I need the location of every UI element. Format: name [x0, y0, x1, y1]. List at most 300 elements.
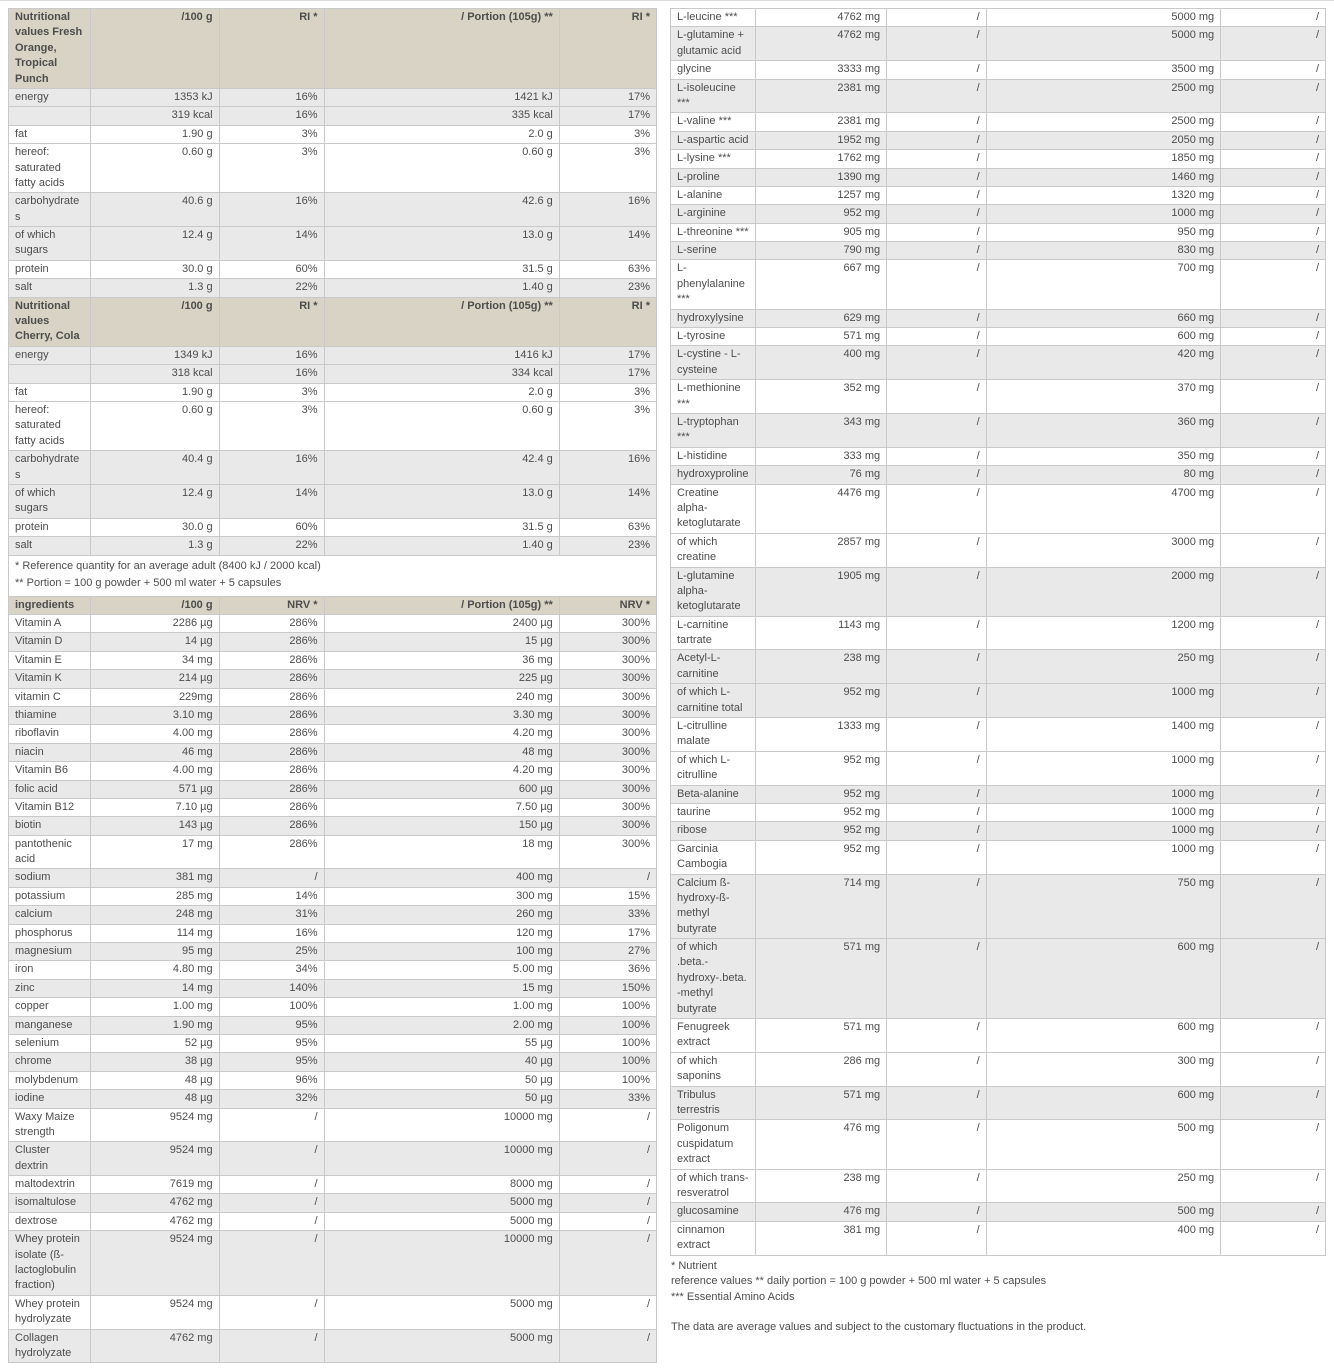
row-label: cinnamon extract: [671, 1221, 756, 1255]
value-per-100g: 1.90 mg: [90, 1016, 219, 1034]
reference-percent-portion: /: [1221, 939, 1326, 1019]
value-per-100g: 381 mg: [756, 1221, 887, 1255]
reference-percent-100g: 3%: [219, 144, 324, 193]
reference-percent-portion: 14%: [559, 484, 656, 518]
reference-percent-portion: /: [559, 1329, 656, 1363]
value-per-portion: 0.60 g: [324, 401, 559, 450]
row-label: of which L-citrulline: [671, 751, 756, 785]
value-per-100g: 48 µg: [90, 1090, 219, 1108]
reference-percent-portion: 17%: [559, 346, 656, 364]
column-header: / Portion (105g) **: [324, 297, 559, 346]
value-per-100g: 3333 mg: [756, 61, 887, 79]
row-label: of which .beta.-hydroxy-.beta.-methyl butyrate: [671, 939, 756, 1019]
table-row: [671, 1086, 1326, 1120]
row-label: Whey protein isolate (ß-lactoglobulin fraction): [9, 1231, 91, 1296]
row-label: salt: [9, 279, 91, 297]
reference-percent-100g: /: [887, 803, 987, 821]
row-label: salt: [9, 537, 91, 555]
reference-percent-portion: 300%: [559, 651, 656, 669]
reference-percent-100g: 3%: [219, 383, 324, 401]
value-per-100g: 2381 mg: [756, 113, 887, 131]
row-label: of which saponins: [671, 1052, 756, 1086]
reference-percent-100g: /: [887, 223, 987, 241]
value-per-portion: 1000 mg: [986, 785, 1220, 803]
column-header: /100 g: [90, 596, 219, 614]
reference-percent-portion: 300%: [559, 633, 656, 651]
reference-percent-portion: /: [1221, 168, 1326, 186]
reference-percent-portion: 16%: [559, 193, 656, 227]
value-per-portion: 260 mg: [324, 906, 559, 924]
reference-percent-portion: /: [1221, 309, 1326, 327]
value-per-100g: 1390 mg: [756, 168, 887, 186]
row-label: hydroxyproline: [671, 466, 756, 484]
table-title: Nutritional values Fresh Orange, Tropical Punch: [9, 9, 91, 89]
value-per-portion: 55 µg: [324, 1034, 559, 1052]
table-row: [9, 688, 657, 706]
table-row: [9, 144, 657, 193]
reference-percent-portion: /: [1221, 1120, 1326, 1169]
reference-percent-100g: 16%: [219, 346, 324, 364]
row-label: Beta-alanine: [671, 785, 756, 803]
row-label: iron: [9, 961, 91, 979]
table-row: [9, 780, 657, 798]
reference-percent-portion: /: [559, 1194, 656, 1212]
table-row: [9, 725, 657, 743]
reference-percent-portion: /: [1221, 9, 1326, 27]
row-label: L-methionine ***: [671, 380, 756, 414]
reference-percent-portion: /: [1221, 840, 1326, 874]
row-label: L-alanine: [671, 186, 756, 204]
footnote-nutrient: * Nutrient: [671, 1259, 717, 1272]
table-row: [9, 1090, 657, 1108]
reference-percent-100g: /: [887, 447, 987, 465]
reference-percent-100g: /: [887, 1221, 987, 1255]
reference-percent-portion: 23%: [559, 537, 656, 555]
value-per-portion: 10000 mg: [324, 1108, 559, 1142]
reference-percent-100g: 286%: [219, 706, 324, 724]
value-per-portion: 500 mg: [986, 1203, 1220, 1221]
value-per-100g: 238 mg: [756, 1169, 887, 1203]
reference-percent-portion: 3%: [559, 401, 656, 450]
table-row: [671, 1052, 1326, 1086]
table-header-row: [9, 596, 657, 614]
row-label: L-glutamine alpha-ketoglutarate: [671, 567, 756, 616]
reference-percent-100g: /: [887, 1203, 987, 1221]
value-per-portion: 1416 kJ: [324, 346, 559, 364]
value-per-portion: 31.5 g: [324, 518, 559, 536]
reference-percent-100g: 286%: [219, 688, 324, 706]
table-row: [9, 1295, 657, 1329]
value-per-portion: 2500 mg: [986, 113, 1220, 131]
value-per-100g: 9524 mg: [90, 1142, 219, 1176]
value-per-100g: 1.90 g: [90, 125, 219, 143]
value-per-100g: 285 mg: [90, 887, 219, 905]
table-row: [671, 751, 1326, 785]
value-per-100g: 4.80 mg: [90, 961, 219, 979]
value-per-portion: 400 mg: [986, 1221, 1220, 1255]
row-label: Vitamin B6: [9, 762, 91, 780]
reference-percent-100g: /: [887, 1169, 987, 1203]
value-per-100g: 3.10 mg: [90, 706, 219, 724]
row-label: dextrose: [9, 1212, 91, 1230]
reference-percent-portion: /: [1221, 131, 1326, 149]
table-footnote-cell: [9, 555, 657, 596]
value-per-100g: 12.4 g: [90, 227, 219, 261]
row-label: Tribulus terrestris: [671, 1086, 756, 1120]
reference-percent-portion: /: [559, 1295, 656, 1329]
row-label: Cluster dextrin: [9, 1142, 91, 1176]
reference-percent-portion: /: [559, 1176, 656, 1194]
value-per-100g: 1.90 g: [90, 383, 219, 401]
value-per-100g: 17 mg: [90, 835, 219, 869]
row-label: Calcium ß-hydroxy-ß-methyl butyrate: [671, 874, 756, 939]
value-per-portion: 600 mg: [986, 939, 1220, 1019]
row-label: biotin: [9, 817, 91, 835]
reference-percent-portion: 300%: [559, 762, 656, 780]
reference-percent-portion: 100%: [559, 998, 656, 1016]
value-per-100g: 4.00 mg: [90, 725, 219, 743]
reference-percent-100g: /: [887, 61, 987, 79]
row-label: taurine: [671, 803, 756, 821]
value-per-100g: 319 kcal: [90, 107, 219, 125]
reference-percent-portion: 33%: [559, 906, 656, 924]
row-label: of which sugars: [9, 227, 91, 261]
value-per-portion: 600 µg: [324, 780, 559, 798]
reference-percent-100g: /: [887, 1120, 987, 1169]
table-row: [671, 27, 1326, 61]
table-row: [9, 906, 657, 924]
table-row: [9, 798, 657, 816]
value-per-portion: 5000 mg: [324, 1212, 559, 1230]
reference-percent-100g: /: [887, 328, 987, 346]
value-per-portion: 7.50 µg: [324, 798, 559, 816]
value-per-portion: 80 mg: [986, 466, 1220, 484]
value-per-portion: 50 µg: [324, 1071, 559, 1089]
reference-percent-100g: /: [219, 869, 324, 887]
reference-percent-portion: 100%: [559, 1016, 656, 1034]
row-label: protein: [9, 260, 91, 278]
value-per-portion: 1400 mg: [986, 718, 1220, 752]
value-per-100g: 4762 mg: [756, 27, 887, 61]
row-label: potassium: [9, 887, 91, 905]
value-per-portion: 10000 mg: [324, 1142, 559, 1176]
value-per-100g: 1143 mg: [756, 616, 887, 650]
value-per-portion: 50 µg: [324, 1090, 559, 1108]
column-header: / Portion (105g) **: [324, 596, 559, 614]
row-label: hereof: saturated fatty acids: [9, 144, 91, 193]
value-per-portion: 120 mg: [324, 924, 559, 942]
value-per-portion: 1000 mg: [986, 751, 1220, 785]
value-per-100g: 629 mg: [756, 309, 887, 327]
nutrition-table-right: [670, 8, 1326, 1256]
value-per-portion: 1.00 mg: [324, 998, 559, 1016]
value-per-100g: 2381 mg: [756, 79, 887, 113]
value-per-portion: 250 mg: [986, 650, 1220, 684]
value-per-portion: 240 mg: [324, 688, 559, 706]
value-per-100g: 95 mg: [90, 943, 219, 961]
value-per-portion: 1.40 g: [324, 279, 559, 297]
reference-percent-100g: /: [219, 1142, 324, 1176]
table-row: [671, 466, 1326, 484]
reference-percent-100g: 34%: [219, 961, 324, 979]
value-per-portion: 500 mg: [986, 1120, 1220, 1169]
value-per-100g: 248 mg: [90, 906, 219, 924]
reference-percent-portion: /: [1221, 718, 1326, 752]
table-row: [9, 1194, 657, 1212]
value-per-portion: 1200 mg: [986, 616, 1220, 650]
reference-percent-100g: 96%: [219, 1071, 324, 1089]
table-row: [9, 998, 657, 1016]
row-label: pantothenic acid: [9, 835, 91, 869]
table-row: [671, 650, 1326, 684]
value-per-100g: 571 mg: [756, 939, 887, 1019]
table-row: [9, 1231, 657, 1296]
table-row: [9, 762, 657, 780]
table-row: [9, 518, 657, 536]
column-header: NRV *: [559, 596, 656, 614]
column-header: NRV *: [219, 596, 324, 614]
value-per-portion: 36 mg: [324, 651, 559, 669]
reference-percent-100g: /: [887, 380, 987, 414]
value-per-portion: 225 µg: [324, 670, 559, 688]
reference-percent-portion: 3%: [559, 383, 656, 401]
row-label: isomaltulose: [9, 1194, 91, 1212]
value-per-100g: 52 µg: [90, 1034, 219, 1052]
value-per-100g: 952 mg: [756, 822, 887, 840]
row-label: glucosamine: [671, 1203, 756, 1221]
reference-percent-portion: /: [1221, 751, 1326, 785]
table-row: [671, 1019, 1326, 1053]
value-per-100g: 238 mg: [756, 650, 887, 684]
value-per-100g: 1952 mg: [756, 131, 887, 149]
row-label: of which creatine: [671, 533, 756, 567]
reference-percent-portion: /: [1221, 1203, 1326, 1221]
table-row: [671, 113, 1326, 131]
reference-percent-portion: /: [559, 1142, 656, 1176]
reference-percent-100g: 14%: [219, 484, 324, 518]
row-label: iodine: [9, 1090, 91, 1108]
value-per-portion: 370 mg: [986, 380, 1220, 414]
value-per-100g: 4762 mg: [90, 1212, 219, 1230]
row-label: copper: [9, 998, 91, 1016]
value-per-100g: 333 mg: [756, 447, 887, 465]
table-row: [671, 822, 1326, 840]
reference-percent-portion: 300%: [559, 743, 656, 761]
reference-percent-portion: 3%: [559, 125, 656, 143]
table-row: [671, 346, 1326, 380]
table-row: [9, 869, 657, 887]
reference-percent-portion: /: [1221, 186, 1326, 204]
reference-percent-100g: /: [887, 131, 987, 149]
column-header: /100 g: [90, 9, 219, 89]
value-per-portion: 1320 mg: [986, 186, 1220, 204]
reference-percent-portion: /: [1221, 27, 1326, 61]
right-footnotes: [670, 1259, 1326, 1307]
reference-percent-100g: /: [219, 1108, 324, 1142]
table-row: [9, 1212, 657, 1230]
value-per-portion: 48 mg: [324, 743, 559, 761]
row-label: Vitamin D: [9, 633, 91, 651]
reference-percent-100g: 286%: [219, 798, 324, 816]
value-per-100g: 905 mg: [756, 223, 887, 241]
value-per-100g: 790 mg: [756, 242, 887, 260]
row-label: zinc: [9, 979, 91, 997]
row-label: Collagen hydrolyzate: [9, 1329, 91, 1363]
reference-percent-portion: /: [1221, 785, 1326, 803]
reference-percent-100g: /: [219, 1231, 324, 1296]
table-row: [671, 223, 1326, 241]
reference-percent-100g: /: [887, 1086, 987, 1120]
left-column: [8, 8, 657, 1363]
value-per-100g: 318 kcal: [90, 365, 219, 383]
reference-percent-portion: /: [1221, 447, 1326, 465]
table-row: [9, 817, 657, 835]
reference-percent-100g: /: [887, 466, 987, 484]
table-row: [671, 413, 1326, 447]
nutrition-facts-page: [0, 1, 1334, 1371]
table-row: [9, 484, 657, 518]
value-per-100g: 571 mg: [756, 1019, 887, 1053]
value-per-100g: 38 µg: [90, 1053, 219, 1071]
value-per-100g: 571 µg: [90, 780, 219, 798]
value-per-portion: 334 kcal: [324, 365, 559, 383]
table-row: [671, 9, 1326, 27]
reference-percent-portion: /: [559, 1231, 656, 1296]
reference-percent-100g: 286%: [219, 762, 324, 780]
table-row: [9, 401, 657, 450]
table-header-row: [9, 9, 657, 89]
value-per-100g: 1905 mg: [756, 567, 887, 616]
row-label: sodium: [9, 869, 91, 887]
reference-percent-portion: /: [1221, 822, 1326, 840]
value-per-100g: 143 µg: [90, 817, 219, 835]
value-per-portion: 2050 mg: [986, 131, 1220, 149]
row-label: Fenugreek extract: [671, 1019, 756, 1053]
table-row: [9, 924, 657, 942]
row-label: L-phenylalanine ***: [671, 260, 756, 309]
reference-percent-portion: 100%: [559, 1034, 656, 1052]
row-label: Poligonum cuspidatum extract: [671, 1120, 756, 1169]
row-label: Garcinia Cambogia: [671, 840, 756, 874]
reference-percent-portion: 17%: [559, 365, 656, 383]
reference-percent-100g: /: [887, 1052, 987, 1086]
column-header: RI *: [219, 297, 324, 346]
value-per-100g: 0.60 g: [90, 401, 219, 450]
table-row: [671, 61, 1326, 79]
reference-percent-portion: /: [1221, 260, 1326, 309]
table-row: [9, 614, 657, 632]
reference-percent-100g: 95%: [219, 1034, 324, 1052]
row-label: L-glutamine + glutamic acid: [671, 27, 756, 61]
table-row: [9, 383, 657, 401]
reference-percent-100g: 31%: [219, 906, 324, 924]
row-label: L-tryptophan ***: [671, 413, 756, 447]
value-per-portion: 600 mg: [986, 328, 1220, 346]
table-row: [9, 451, 657, 485]
table-row: [9, 279, 657, 297]
value-per-portion: 3000 mg: [986, 533, 1220, 567]
value-per-portion: 1421 kJ: [324, 88, 559, 106]
reference-percent-100g: /: [219, 1212, 324, 1230]
reference-percent-100g: /: [887, 1019, 987, 1053]
reference-percent-100g: /: [887, 413, 987, 447]
row-label: protein: [9, 518, 91, 536]
value-per-100g: 714 mg: [756, 874, 887, 939]
value-per-portion: 10000 mg: [324, 1231, 559, 1296]
table-row: [9, 651, 657, 669]
value-per-portion: 1460 mg: [986, 168, 1220, 186]
row-label: Acetyl-L-carnitine: [671, 650, 756, 684]
table-row: [9, 1016, 657, 1034]
value-per-portion: 31.5 g: [324, 260, 559, 278]
value-per-100g: 4762 mg: [90, 1194, 219, 1212]
reference-percent-100g: /: [887, 346, 987, 380]
value-per-portion: 4.20 mg: [324, 762, 559, 780]
row-label: niacin: [9, 743, 91, 761]
row-label: L-lysine ***: [671, 150, 756, 168]
table-row: [671, 1221, 1326, 1255]
value-per-portion: 8000 mg: [324, 1176, 559, 1194]
value-per-100g: 2857 mg: [756, 533, 887, 567]
table-row: [671, 242, 1326, 260]
reference-percent-100g: 286%: [219, 670, 324, 688]
table-row: [671, 533, 1326, 567]
row-label: of which trans-resveratrol: [671, 1169, 756, 1203]
row-label: calcium: [9, 906, 91, 924]
value-per-portion: 15 mg: [324, 979, 559, 997]
reference-percent-portion: 33%: [559, 1090, 656, 1108]
table-row: [671, 939, 1326, 1019]
reference-percent-portion: /: [1221, 205, 1326, 223]
value-per-100g: 7.10 µg: [90, 798, 219, 816]
row-label: carbohydrates: [9, 193, 91, 227]
reference-percent-portion: /: [1221, 413, 1326, 447]
table-row: [671, 684, 1326, 718]
table-row: [671, 1203, 1326, 1221]
table-row: [671, 260, 1326, 309]
table-row: [671, 328, 1326, 346]
table-row: [9, 706, 657, 724]
value-per-100g: 952 mg: [756, 840, 887, 874]
value-per-100g: 4762 mg: [756, 9, 887, 27]
value-per-portion: 2500 mg: [986, 79, 1220, 113]
reference-percent-100g: 25%: [219, 943, 324, 961]
row-label: Vitamin B12: [9, 798, 91, 816]
table-title: ingredients: [9, 596, 91, 614]
row-label: folic acid: [9, 780, 91, 798]
table-row: [671, 1169, 1326, 1203]
row-label: L-proline: [671, 168, 756, 186]
value-per-portion: 1000 mg: [986, 822, 1220, 840]
table-row: [9, 1176, 657, 1194]
reference-percent-100g: 286%: [219, 725, 324, 743]
reference-percent-portion: /: [1221, 803, 1326, 821]
reference-percent-100g: /: [887, 785, 987, 803]
value-per-100g: 1762 mg: [756, 150, 887, 168]
reference-percent-100g: 60%: [219, 518, 324, 536]
reference-percent-portion: 17%: [559, 88, 656, 106]
table-row: [671, 803, 1326, 821]
table-row: [9, 365, 657, 383]
reference-percent-100g: 22%: [219, 279, 324, 297]
table-row: [9, 1329, 657, 1363]
reference-percent-portion: /: [1221, 466, 1326, 484]
row-label: fat: [9, 383, 91, 401]
table-row: [671, 380, 1326, 414]
row-label: hereof: saturated fatty acids: [9, 401, 91, 450]
row-label: energy: [9, 88, 91, 106]
value-per-100g: 952 mg: [756, 785, 887, 803]
